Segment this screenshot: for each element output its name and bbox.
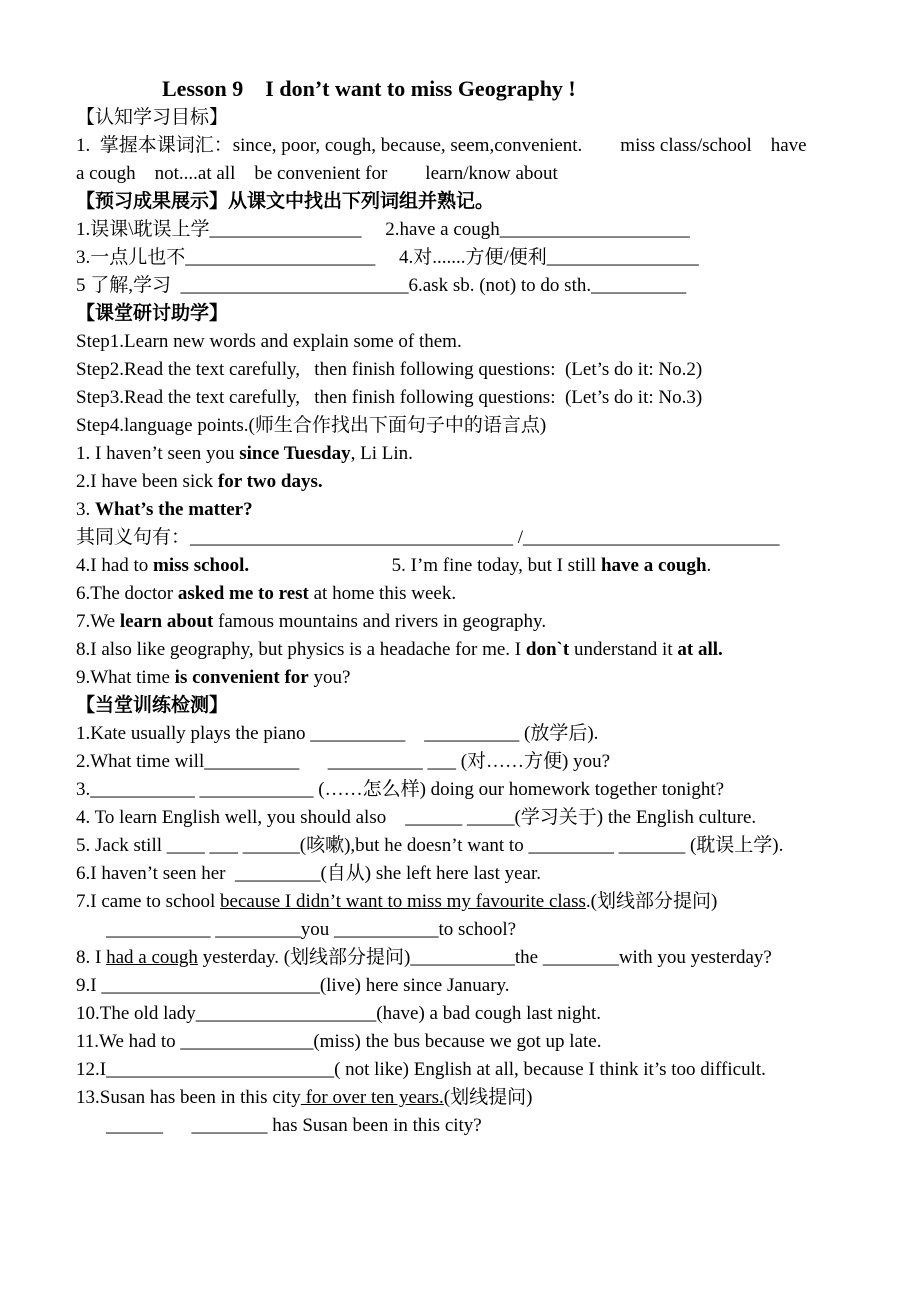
section-heading [76, 188, 896, 216]
section-heading [76, 104, 896, 132]
text-segment: a cough not....at all be convenient for learn/know about [76, 163, 558, 184]
text-line [76, 440, 896, 468]
text-segment: 10.The old lady___________________(have) a bad cough last night. [76, 1003, 602, 1024]
text-segment: Lesson 9 I don’t want to miss Geography ! [162, 76, 576, 101]
text-segment: 2.I have been sick [76, 471, 218, 492]
text-line [76, 636, 896, 664]
text-segment: yesterday. (划线部分提问)___________the ________with you yesterday? [197, 947, 772, 968]
underlined-phrase: had a cough [106, 947, 198, 968]
text-segment: 其同义句有：__________________________________ /___________________________ [76, 527, 780, 548]
text-line [76, 1028, 896, 1056]
text-segment: you? [308, 667, 351, 688]
text-segment: 12.I________________________( not like) English at all, because I think it’s too difficult. [76, 1059, 766, 1080]
text-line [76, 1112, 896, 1140]
text-segment: 6.I haven’t seen her _________(自从) she left here last year. [76, 863, 541, 884]
text-line [76, 972, 896, 1000]
text-line [76, 524, 896, 552]
lesson-title [76, 74, 896, 104]
text-line [76, 496, 896, 524]
text-segment: 【预习成果展示】从课文中找出下列词组并熟记。 [76, 191, 495, 212]
text-segment: 7.I came to school [76, 891, 221, 912]
bold-phrase: for two days. [217, 471, 323, 492]
text-segment: 8.I also like geography, but physics is a headache for me. I [76, 639, 526, 660]
bold-phrase: What’s the matter? [95, 499, 253, 520]
text-line [76, 664, 896, 692]
text-line [76, 776, 896, 804]
text-segment: , Li Lin. [350, 443, 413, 464]
text-line [76, 384, 896, 412]
text-line [76, 832, 896, 860]
text-segment: 5. I’m fine today, but I still [249, 555, 601, 576]
text-segment: 4.I had to [76, 555, 154, 576]
text-segment: 8. I [76, 947, 107, 968]
text-line [76, 860, 896, 888]
section-heading [76, 692, 896, 720]
worksheet [76, 74, 896, 1140]
text-segment: 1. I haven’t seen you [76, 443, 240, 464]
bold-phrase: since Tuesday [239, 443, 351, 464]
text-segment: 1.Kate usually plays the piano __________ __________ (放学后). [76, 723, 599, 744]
text-segment: 9.I _______________________(live) here since January. [76, 975, 510, 996]
text-line [76, 468, 896, 496]
text-segment: 3.___________ ____________ (……怎么样) doing our homework together tonight? [76, 779, 725, 800]
text-line [76, 748, 896, 776]
text-line [76, 916, 896, 944]
text-segment: 1.误课\耽误上学________________ 2.have a cough____________________ [76, 219, 690, 240]
text-line [76, 216, 896, 244]
text-line [76, 244, 896, 272]
text-segment: . [706, 555, 712, 576]
text-line [76, 608, 896, 636]
bold-phrase: miss school. [153, 555, 250, 576]
text-line [76, 804, 896, 832]
text-segment: 4. To learn English well, you should also ______ _____(学习关于) the English culture. [76, 807, 757, 828]
underlined-phrase: because I didn’t want to miss my favourite class [220, 891, 586, 912]
text-line [76, 944, 896, 972]
text-line [76, 1084, 896, 1112]
text-segment: 9.What time [76, 667, 175, 688]
text-line [76, 132, 896, 160]
text-segment: Step2.Read the text carefully, then finish following questions: (Let’s do it: No.2) [76, 359, 703, 380]
bold-phrase: don`t [525, 639, 570, 660]
text-line [76, 580, 896, 608]
text-segment: Step1.Learn new words and explain some of them. [76, 331, 462, 352]
text-segment: ______ ________ has Susan been in this city? [106, 1115, 482, 1136]
text-segment: 【认知学习目标】 [76, 107, 229, 128]
text-segment: at home this week. [308, 583, 457, 604]
underlined-phrase: for over ten years. [300, 1087, 444, 1108]
bold-phrase: learn about [119, 611, 214, 632]
text-segment: 6.The doctor [76, 583, 178, 604]
bold-phrase: is convenient for [174, 667, 309, 688]
text-segment: 【当堂训练检测】 [76, 695, 229, 716]
text-segment: 7.We [76, 611, 120, 632]
text-line [76, 328, 896, 356]
section-heading [76, 300, 896, 328]
text-segment: understand it [569, 639, 678, 660]
bold-phrase: have a cough [600, 555, 707, 576]
text-segment: ___________ _________you ___________to school? [106, 919, 517, 940]
text-line [76, 412, 896, 440]
text-segment: 5 了解,学习 ________________________6.ask sb. (not) to do sth.__________ [76, 275, 687, 296]
bold-phrase: at all. [677, 639, 723, 660]
text-line [76, 552, 896, 580]
text-segment: famous mountains and rivers in geography. [213, 611, 547, 632]
text-segment: 3.一点儿也不____________________ 4.对.......方便/便利________________ [76, 247, 699, 268]
text-line [76, 160, 896, 188]
text-segment: Step3.Read the text carefully, then finish following questions: (Let’s do it: No.3) [76, 387, 703, 408]
text-segment: Step4.language points.(师生合作找出下面句子中的语言点) [76, 415, 547, 436]
text-segment: 5. Jack still ____ ___ ______(咳嗽),but he doesn’t want to _________ _______ (耽误上学). [76, 835, 784, 856]
text-segment: 11.We had to ______________(miss) the bus because we got up late. [76, 1031, 602, 1052]
text-line [76, 720, 896, 748]
text-line [76, 1056, 896, 1084]
text-segment: 3. [76, 499, 95, 520]
text-segment: (划线提问) [443, 1087, 533, 1108]
text-segment: 2.What time will__________ __________ ___ (对……方便) you? [76, 751, 611, 772]
text-segment: 【课堂研讨助学】 [76, 303, 229, 324]
text-line [76, 1000, 896, 1028]
text-line [76, 356, 896, 384]
text-line [76, 888, 896, 916]
text-segment: 13.Susan has been in this city [76, 1087, 301, 1108]
text-line [76, 272, 896, 300]
text-segment: .(划线部分提问) [585, 891, 718, 912]
bold-phrase: asked me to rest [177, 583, 309, 604]
text-segment: 1. 掌握本课词汇：since, poor, cough, because, seem,convenient. miss class/school have [76, 135, 807, 156]
